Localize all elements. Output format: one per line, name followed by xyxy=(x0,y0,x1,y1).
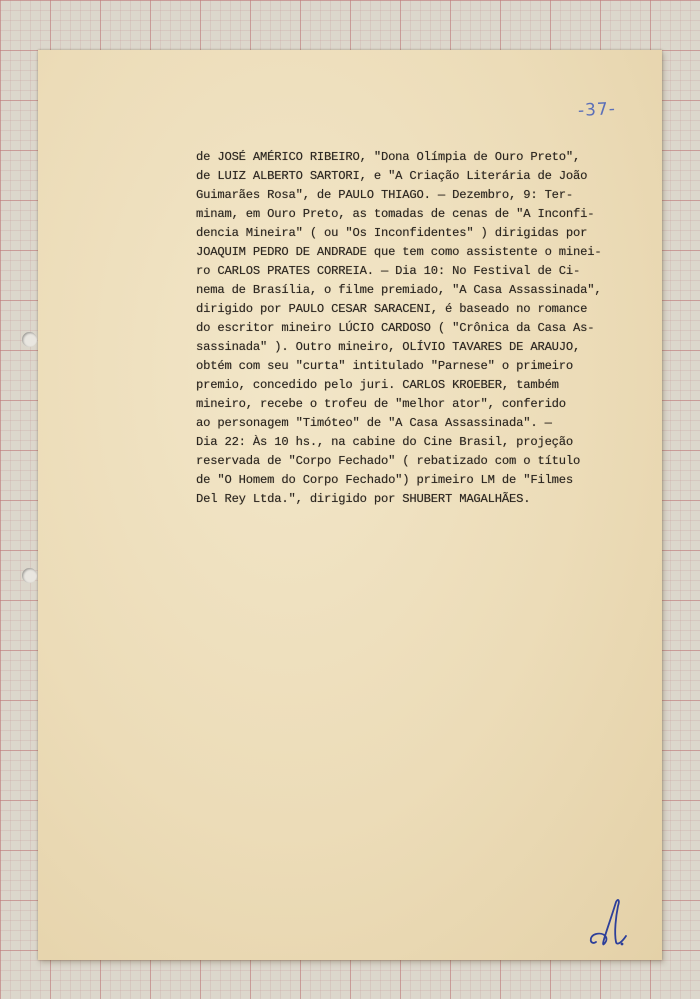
text-line: dencia Mineira" ( ou "Os Inconfidentes" ) dirigidas por xyxy=(196,226,588,240)
text-line: do escritor mineiro LÚCIO CARDOSO ( "Crônica da Casa As- xyxy=(196,321,595,335)
text-line: minam, em Ouro Preto, as tomadas de cenas de "A Inconfi- xyxy=(196,207,595,221)
text-line: mineiro, recebe o trofeu de "melhor ator", conferido xyxy=(196,397,566,411)
typed-text-block xyxy=(196,148,656,509)
text-line: obtém com seu "curta" intitulado "Parnese" o primeiro xyxy=(196,359,574,373)
text-line: sassinada" ). Outro mineiro, OLÍVIO TAVARES DE ARAUJO, xyxy=(196,340,581,354)
text-line: Dia 22: Às 10 hs., na cabine do Cine Brasil, projeção xyxy=(196,435,574,449)
text-line: de LUIZ ALBERTO SARTORI, e "A Criação Literária de João xyxy=(196,169,588,183)
text-line: Del Rey Ltda.", dirigido por SHUBERT MAGALHÃES. xyxy=(196,492,531,506)
punch-hole xyxy=(22,332,37,347)
text-line: JOAQUIM PEDRO DE ANDRADE que tem como assistente o minei- xyxy=(196,245,602,259)
text-line: de "O Homem do Corpo Fechado") primeiro LM de "Filmes xyxy=(196,473,574,487)
text-line: reservada de "Corpo Fechado" ( rebatizado com o título xyxy=(196,454,581,468)
punch-hole xyxy=(22,568,37,583)
text-line: premio, concedido pelo juri. CARLOS KROEBER, também xyxy=(196,378,559,392)
text-line: ao personagem "Timóteo" de "A Casa Assassinada". — xyxy=(196,416,552,430)
document-sheet xyxy=(38,50,662,960)
signature-mark xyxy=(586,892,630,952)
text-line: nema de Brasília, o filme premiado, "A Casa Assassinada", xyxy=(196,283,602,297)
page-number: -37- xyxy=(577,99,617,121)
text-line: de JOSÉ AMÉRICO RIBEIRO, "Dona Olímpia de Ouro Preto", xyxy=(196,150,581,164)
text-line: ro CARLOS PRATES CORREIA. — Dia 10: No Festival de Ci- xyxy=(196,264,581,278)
text-line: Guimarães Rosa", de PAULO THIAGO. — Dezembro, 9: Ter- xyxy=(196,188,574,202)
text-line: dirigido por PAULO CESAR SARACENI, é baseado no romance xyxy=(196,302,588,316)
